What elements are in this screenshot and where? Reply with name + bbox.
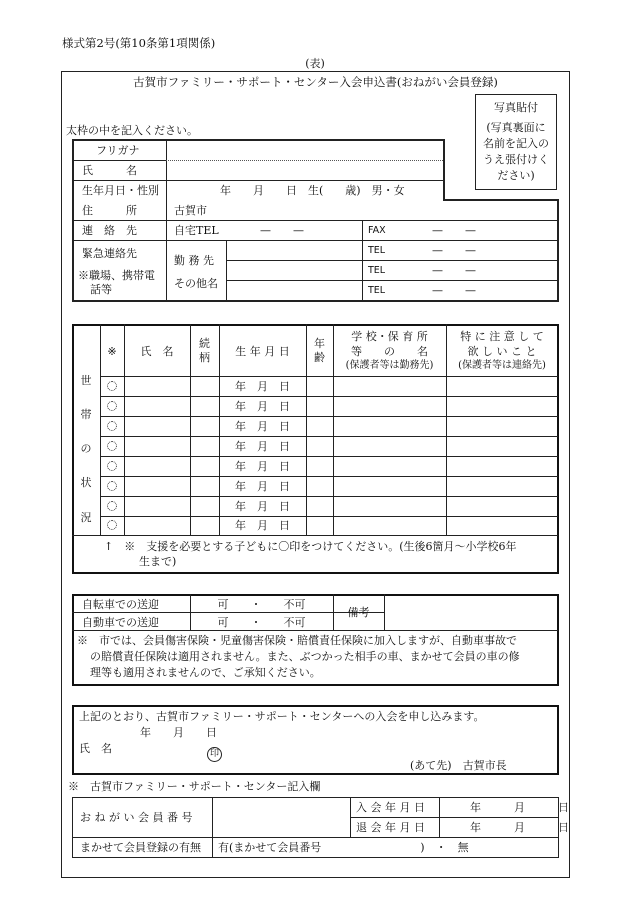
leave-date-label: 退 会 年 月 日 [356,821,425,834]
row-date: 年 月 日 [235,500,290,513]
leave-date-value: 年 月 日 [470,821,569,834]
furigana-label: フリガナ [96,144,140,157]
header-dob: 生 年 月 日 [235,345,290,358]
support-circle[interactable] [107,481,117,491]
support-circle[interactable] [107,501,117,511]
declaration-text: 上記のとおり、古賀市ファミリー・サポート・センターへの入会を申し込みます。 [79,710,485,723]
dob-sex-label: 生年月日・性別 [82,184,159,197]
insurance-notice: 理等も適用されませんので、ご承知ください。 [90,666,321,679]
header-school: 学 校・保 育 所 [351,330,428,343]
photo-note-line: うえ張付けく [483,153,549,166]
page-side-label: (表) [305,57,325,70]
form-number: 様式第2号(第10条第1項関係) [62,36,216,50]
address-value: 古賀市 [174,204,207,217]
name-label: 氏 名 [82,164,137,177]
support-circle[interactable] [107,421,117,431]
form-title: 古賀市ファミリー・サポート・センター入会申込書(おねがい会員登録) [133,75,498,89]
address-label: 住 所 [82,204,137,217]
support-circle[interactable] [107,441,117,451]
other-name-label: その他名 [174,277,218,290]
makasete-label: まかせて会員登録の有無 [80,841,201,854]
row-date: 年 月 日 [235,460,290,473]
declaration-date: 年 月 日 [140,726,217,739]
side-label-char: 帯 [80,408,92,421]
row-date: 年 月 日 [235,480,290,493]
emergency-label: 緊急連絡先 [82,247,137,260]
insurance-notice: の賠償責任保険は適用されません。また、ぶつかった相手の車、まかせて会員の車の修 [90,650,520,663]
support-circle[interactable] [107,401,117,411]
car-options[interactable]: 可 ・ 不可 [217,616,306,629]
header-notes: (保護者等は連絡先) [458,360,546,371]
emergency-note-line: ※職場、携帯電 [78,269,155,282]
header-relation: 柄 [199,351,210,364]
tel-label: TEL [368,265,386,276]
tel-dashes: — — [432,284,476,297]
side-label-char: 状 [80,476,92,489]
workplace-label: 勤 務 先 [174,254,214,267]
support-circle[interactable] [107,381,117,391]
office-title: ※ 古賀市ファミリー・サポート・センター記入欄 [68,780,321,793]
makasete-value: 有(まかせて会員番号 ) ・ 無 [218,841,469,854]
support-circle[interactable] [107,520,117,530]
row-date: 年 月 日 [235,400,290,413]
row-date: 年 月 日 [235,380,290,393]
remarks-label: 備考 [347,606,370,619]
seal-mark [207,741,222,762]
support-circle[interactable] [107,461,117,471]
insurance-notice: ※ 市では、会員傷害保険・児童傷害保険・賠償責任保険に加入しますが、自動車事故で [77,634,517,647]
dob-sex-value: 年 月 日 生( 歳) 男・女 [220,184,405,197]
tel-dashes: — — [432,244,476,257]
header-age: 齢 [314,351,325,364]
home-tel-dashes: — — [260,224,304,237]
photo-note-line: (写真裏面に [486,121,546,134]
header-notes: 欲 し い こ と [467,345,537,358]
row-date: 年 月 日 [235,440,290,453]
bicycle-transport-label: 自転車での送迎 [82,598,159,611]
bicycle-options[interactable]: 可 ・ 不可 [217,598,306,611]
side-label-char: の [80,442,92,455]
tel-label: TEL [368,245,386,256]
photo-title: 写真貼付 [494,101,538,114]
declaration-name-label: 氏 名 [79,742,112,755]
header-age: 年 [314,337,325,350]
member-number-label: お ね が い 会 員 番 号 [80,811,193,824]
header-relation: 続 [199,337,210,350]
car-transport-label: 自動車での送迎 [82,616,159,629]
photo-note-line: 名前を記入の [483,137,549,150]
home-tel-label: 自宅TEL [174,224,219,237]
header-school: 等 の 名 [351,345,428,358]
instruction-text: 太枠の中を記入ください。 [66,124,198,137]
side-label-char: 況 [80,511,92,524]
header-notes: 特 に 注 意 し て [460,330,544,343]
household-footnote: 生まで) [139,555,177,568]
join-date-value: 年 月 日 [470,801,569,814]
side-label-char: 世 [80,374,92,387]
tel-label: TEL [368,285,386,296]
contact-label: 連 絡 先 [82,224,137,237]
row-date: 年 月 日 [235,519,290,532]
seal-char: 印 [207,747,222,762]
header-school: (保護者等は勤務先) [345,360,434,371]
row-date: 年 月 日 [235,420,290,433]
tel-dashes: — — [432,264,476,277]
emergency-note-line: 話等 [90,283,112,296]
header-name: 氏 名 [140,345,174,358]
photo-note-line: ださい) [497,169,535,182]
join-date-label: 入 会 年 月 日 [356,801,425,814]
fax-label: FAX [368,225,386,236]
header-mark: ※ [107,345,117,358]
fax-dashes: — — [432,224,476,237]
household-footnote: ↑ ※ 支援を必要とする子どもに〇印をつけてください。(生後6箇月〜小学校6年 [104,540,517,553]
addressee: (あて先) 古賀市長 [410,759,507,772]
